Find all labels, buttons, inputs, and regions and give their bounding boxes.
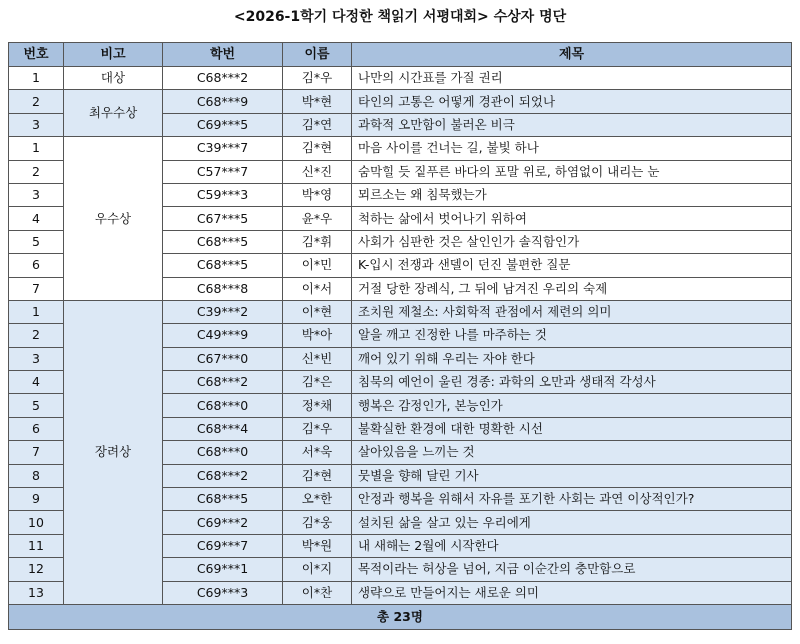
- student-id: C69***7: [163, 534, 283, 557]
- row-number: 3: [9, 347, 64, 370]
- review-title: 알을 깨고 진정한 나를 마주하는 것: [352, 324, 792, 347]
- row-number: 2: [9, 160, 64, 183]
- student-id: C69***1: [163, 558, 283, 581]
- review-title: 안정과 행복을 위해서 자유를 포기한 사회는 과연 이상적인가?: [352, 488, 792, 511]
- header-row: [9, 43, 792, 67]
- student-name: 김*은: [283, 371, 352, 394]
- review-title: 행복은 감정인가, 본능인가: [352, 394, 792, 417]
- student-id: C68***4: [163, 417, 283, 440]
- student-name: 박*아: [283, 324, 352, 347]
- student-name: 이*서: [283, 277, 352, 300]
- award-category: 최우수상: [64, 90, 163, 137]
- student-name: 이*지: [283, 558, 352, 581]
- table-row: [9, 300, 792, 323]
- review-title: 침묵의 예언이 울린 경종: 과학의 오만과 생태적 각성사: [352, 371, 792, 394]
- review-title: 깨어 있기 위해 우리는 자야 한다: [352, 347, 792, 370]
- student-id: C68***2: [163, 464, 283, 487]
- review-title: 뭇별을 향해 달린 기사: [352, 464, 792, 487]
- student-name: 김*현: [283, 137, 352, 160]
- student-name: 서*욱: [283, 441, 352, 464]
- row-number: 5: [9, 230, 64, 253]
- student-id: C68***8: [163, 277, 283, 300]
- row-number: 12: [9, 558, 64, 581]
- award-category: 우수상: [64, 137, 163, 301]
- student-id: C68***2: [163, 67, 283, 90]
- student-id: C69***2: [163, 511, 283, 534]
- student-name: 김*연: [283, 113, 352, 136]
- review-title: 불확실한 환경에 대한 명확한 시선: [352, 417, 792, 440]
- total-row: [9, 604, 792, 629]
- student-id: C57***7: [163, 160, 283, 183]
- review-title: 내 새해는 2월에 시작한다: [352, 534, 792, 557]
- student-name: 김*웅: [283, 511, 352, 534]
- review-title: 생략으로 만들어지는 새로운 의미: [352, 581, 792, 604]
- student-name: 김*현: [283, 464, 352, 487]
- row-number: 3: [9, 183, 64, 206]
- review-title: 설치된 삶을 살고 있는 우리에게: [352, 511, 792, 534]
- review-title: 나만의 시간표를 가질 권리: [352, 67, 792, 90]
- review-title: 조치원 제철소: 사회학적 관점에서 제련의 의미: [352, 300, 792, 323]
- student-id: C67***0: [163, 347, 283, 370]
- student-name: 이*민: [283, 254, 352, 277]
- row-number: 1: [9, 67, 64, 90]
- review-title: 타인의 고통은 어떻게 경관이 되었나: [352, 90, 792, 113]
- student-id: C49***9: [163, 324, 283, 347]
- student-name: 김*우: [283, 67, 352, 90]
- review-title: 숨막힐 듯 짙푸른 바다의 포말 위로, 하염없이 내리는 눈: [352, 160, 792, 183]
- student-id: C68***9: [163, 90, 283, 113]
- student-id: C68***0: [163, 394, 283, 417]
- row-number: 8: [9, 464, 64, 487]
- row-number: 9: [9, 488, 64, 511]
- student-id: C69***5: [163, 113, 283, 136]
- student-id: C39***2: [163, 300, 283, 323]
- student-name: 박*영: [283, 183, 352, 206]
- student-name: 이*현: [283, 300, 352, 323]
- review-title: 사회가 심판한 것은 살인인가 솔직함인가: [352, 230, 792, 253]
- student-id: C68***5: [163, 230, 283, 253]
- student-name: 박*현: [283, 90, 352, 113]
- review-title: 마음 사이를 건너는 길, 불빛 하나: [352, 137, 792, 160]
- student-id: C69***3: [163, 581, 283, 604]
- row-number: 2: [9, 324, 64, 347]
- table-row: [9, 67, 792, 90]
- student-name: 김*우: [283, 417, 352, 440]
- student-id: C59***3: [163, 183, 283, 206]
- student-id: C68***2: [163, 371, 283, 394]
- review-title: 거절 당한 장례식, 그 뒤에 남겨진 우리의 숙제: [352, 277, 792, 300]
- student-id: C39***7: [163, 137, 283, 160]
- row-number: 5: [9, 394, 64, 417]
- row-number: 6: [9, 254, 64, 277]
- page-title: <2026-1학기 다정한 책읽기 서평대회> 수상자 명단: [233, 9, 567, 25]
- student-name: 윤*우: [283, 207, 352, 230]
- row-number: 7: [9, 277, 64, 300]
- student-name: 오*한: [283, 488, 352, 511]
- review-title: 과학적 오만함이 불러온 비극: [352, 113, 792, 136]
- total-count: 총 23명: [9, 604, 792, 629]
- row-number: 10: [9, 511, 64, 534]
- student-name: 박*원: [283, 534, 352, 557]
- row-number: 1: [9, 137, 64, 160]
- table-row: [9, 137, 792, 160]
- student-name: 이*찬: [283, 581, 352, 604]
- awards-table: [8, 42, 792, 630]
- student-name: 신*진: [283, 160, 352, 183]
- review-title: 살아있음을 느끼는 것: [352, 441, 792, 464]
- review-title: 척하는 삶에서 벗어나기 위하여: [352, 207, 792, 230]
- row-number: 3: [9, 113, 64, 136]
- student-id: C68***0: [163, 441, 283, 464]
- student-id: C68***5: [163, 488, 283, 511]
- column-header-name: 이름: [283, 43, 352, 67]
- review-title: 목적이라는 허상을 넘어, 지금 이순간의 충만함으로: [352, 558, 792, 581]
- column-header-no: 번호: [9, 43, 64, 67]
- student-name: 김*휘: [283, 230, 352, 253]
- review-title: 뫼르소는 왜 침묵했는가: [352, 183, 792, 206]
- student-id: C68***5: [163, 254, 283, 277]
- student-id: C67***5: [163, 207, 283, 230]
- award-category: 대상: [64, 67, 163, 90]
- row-number: 4: [9, 371, 64, 394]
- student-name: 정*채: [283, 394, 352, 417]
- row-number: 11: [9, 534, 64, 557]
- table-row: [9, 90, 792, 113]
- column-header-id: 학번: [163, 43, 283, 67]
- row-number: 2: [9, 90, 64, 113]
- column-header-subject: 제목: [352, 43, 792, 67]
- student-name: 신*빈: [283, 347, 352, 370]
- row-number: 4: [9, 207, 64, 230]
- table-body: [9, 67, 792, 605]
- row-number: 13: [9, 581, 64, 604]
- row-number: 6: [9, 417, 64, 440]
- column-header-note: 비고: [64, 43, 163, 67]
- row-number: 1: [9, 300, 64, 323]
- award-category: 장려상: [64, 300, 163, 604]
- review-title: K-입시 전쟁과 샌델이 던진 불편한 질문: [352, 254, 792, 277]
- row-number: 7: [9, 441, 64, 464]
